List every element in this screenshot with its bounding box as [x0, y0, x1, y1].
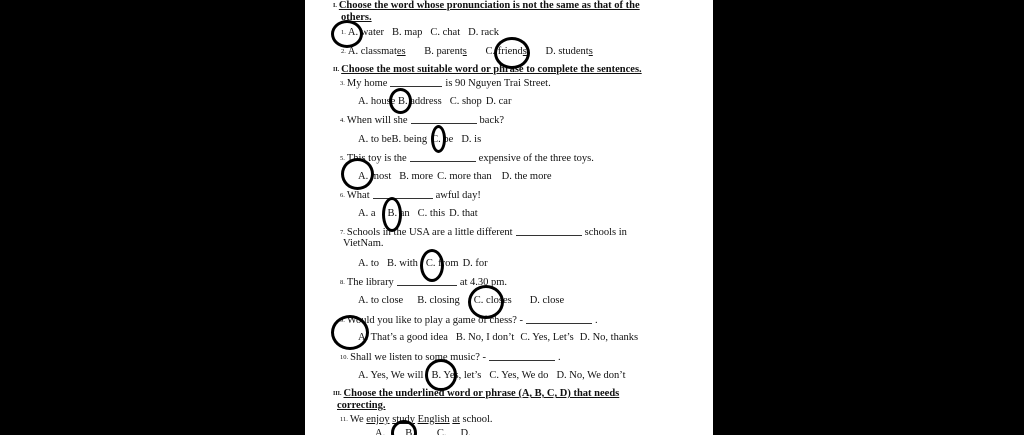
- answer-circle-q9: [331, 315, 369, 350]
- option-d[interactable]: D. car: [485, 96, 512, 107]
- question-3-options: [358, 96, 511, 108]
- question-2: 2. A. classmates B. parents C. friends D. students: [341, 46, 593, 57]
- question-9-options: [358, 332, 638, 344]
- option-b[interactable]: B. more: [399, 171, 434, 182]
- option-b[interactable]: B. being: [391, 134, 428, 145]
- question-11-stem: 11. We enjoy study English at school.: [340, 414, 493, 425]
- worksheet-page: [305, 0, 713, 435]
- answer-circle-q3: [389, 88, 412, 114]
- option-a[interactable]: A. house: [358, 96, 396, 107]
- option-d[interactable]: D. that: [449, 208, 478, 219]
- option-d[interactable]: D. rack: [468, 27, 500, 38]
- option-b[interactable]: B. map: [392, 27, 423, 38]
- option-c[interactable]: C. Yes, We do: [489, 370, 549, 381]
- option-b[interactable]: B. an: [387, 208, 410, 219]
- option-a[interactable]: A. Yes, We will: [358, 370, 424, 381]
- option-a[interactable]: A. to close: [358, 295, 404, 306]
- option-c[interactable]: C. Yes, Let’s: [520, 332, 574, 343]
- section-2-heading: II. Choose the most suitable word or phrase to complete the sentences.: [333, 64, 642, 75]
- answer-circle-q8: [468, 285, 504, 319]
- option-a[interactable]: A. That’s a good idea: [358, 332, 448, 343]
- option-d[interactable]: D. No, We don’t: [556, 370, 626, 381]
- option-c[interactable]: C. friends: [485, 46, 527, 57]
- option-b[interactable]: B. parents: [424, 46, 467, 57]
- answer-circle-q2: [494, 37, 530, 69]
- answer-blank[interactable]: [489, 351, 555, 361]
- option-d[interactable]: D. for: [462, 258, 488, 269]
- option-d[interactable]: D. No, thanks: [579, 332, 639, 343]
- option-d[interactable]: D. students: [545, 46, 593, 57]
- option-d[interactable]: D. close: [529, 295, 565, 306]
- section-3-heading: III. Choose the underlined word or phrase (A, B, C, D) that needs: [333, 388, 620, 399]
- question-7-stem-cont: VietNam.: [343, 238, 384, 249]
- answer-blank[interactable]: [516, 226, 582, 236]
- question-9-stem: 9. Would you like to play a game of chess? - .: [340, 315, 598, 326]
- section-1-heading: I. Choose the word whose pronunciation is not the same as that of the: [333, 0, 640, 11]
- option-a[interactable]: A. to: [358, 258, 379, 269]
- question-3-stem: 3. My home is 90 Nguyen Trai Street.: [340, 78, 551, 89]
- option-b[interactable]: B. closing: [417, 295, 460, 306]
- answer-circle-q10: [425, 359, 457, 391]
- answer-blank[interactable]: [411, 114, 477, 124]
- answer-blank[interactable]: [373, 189, 433, 199]
- option-c[interactable]: C. this: [417, 208, 446, 219]
- option-d[interactable]: D.: [460, 428, 471, 435]
- option-b[interactable]: B. Yes, let’s: [431, 370, 482, 381]
- option-c[interactable]: C.: [436, 428, 447, 435]
- answer-circle-q7: [420, 249, 444, 282]
- option-d[interactable]: D. the more: [501, 171, 552, 182]
- answer-circle-q1: [331, 20, 363, 48]
- section-3-heading-cont: correcting.: [337, 400, 386, 411]
- question-5-stem: 5. This toy is the expensive of the three toys.: [340, 153, 594, 164]
- answer-circle-q4: [431, 125, 446, 153]
- answer-blank[interactable]: [410, 152, 476, 162]
- option-b[interactable]: B.: [405, 428, 415, 435]
- answer-blank[interactable]: [390, 77, 442, 87]
- question-7-stem: 7. Schools in the USA are a little different schools in: [340, 227, 627, 238]
- option-c[interactable]: C. chat: [430, 27, 461, 38]
- option-c[interactable]: C. more than: [437, 171, 492, 182]
- answer-blank[interactable]: [526, 314, 592, 324]
- option-a[interactable]: A. classmates: [347, 46, 406, 57]
- option-a[interactable]: A. water: [347, 27, 385, 38]
- option-b[interactable]: B. with: [387, 258, 418, 269]
- option-b[interactable]: B. No, I don’t: [455, 332, 515, 343]
- option-c[interactable]: C. be: [431, 134, 454, 145]
- question-8-options: [358, 295, 564, 307]
- question-10-options: [358, 370, 626, 382]
- option-d[interactable]: D. is: [461, 134, 482, 145]
- option-c[interactable]: C. closes: [473, 295, 512, 306]
- question-10-stem: 10. Shall we listen to some music? - .: [340, 352, 561, 363]
- question-11-options: [375, 428, 471, 435]
- question-1: 1. A. water B. map C. chat D. rack: [341, 27, 500, 38]
- option-c[interactable]: C. from: [425, 258, 459, 269]
- option-b[interactable]: B. address: [397, 96, 442, 107]
- option-c[interactable]: C. shop: [449, 96, 482, 107]
- answer-circle-q5: [341, 158, 374, 190]
- question-6-stem: 6. What awful day!: [340, 190, 481, 201]
- question-4-options: [358, 134, 481, 146]
- question-6-options: [358, 208, 478, 220]
- question-4-stem: 4. When will she back?: [340, 115, 505, 126]
- question-5-options: [358, 171, 552, 183]
- section-1-heading-cont: others.: [341, 12, 372, 23]
- option-a[interactable]: A. a: [358, 208, 376, 219]
- option-a[interactable]: A. most: [358, 171, 392, 182]
- answer-circle-q6: [382, 197, 402, 232]
- option-a[interactable]: A.: [375, 428, 386, 435]
- option-a[interactable]: A. to be: [358, 134, 392, 145]
- question-8-stem: 8. The library at 4.30 pm.: [340, 277, 508, 288]
